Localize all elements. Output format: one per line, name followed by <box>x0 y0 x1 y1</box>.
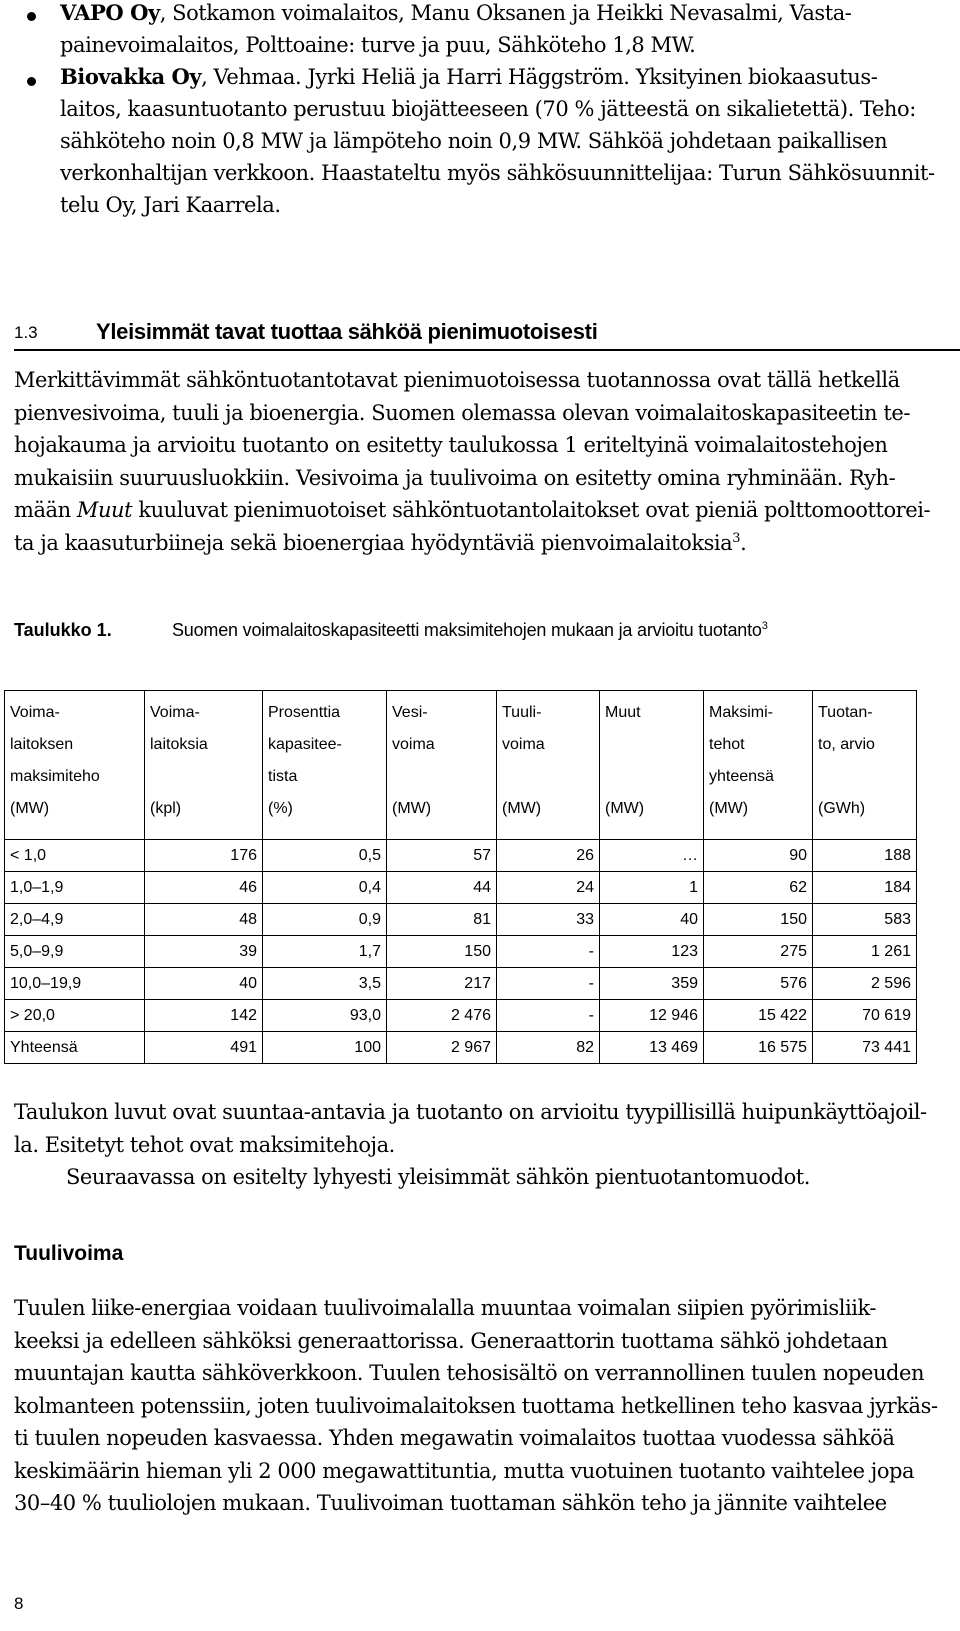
table-cell: 2 596 <box>813 968 917 1000</box>
table-cell: 150 <box>387 936 497 968</box>
paragraph-line: mukaisiin suuruusluokkiin. Vesivoima ja tuulivoima on esitetty omina ryhminään. Ryh- <box>14 465 896 490</box>
section-title: Yleisimmät tavat tuottaa sähköä pienimuotoisesti <box>96 319 598 344</box>
text-span: ta ja kaasuturbiineja sekä bioenergiaa hyödyntäviä pienvoimalaitoksia <box>14 530 733 555</box>
table-header-cell: Vesi- voima (MW) <box>387 691 497 840</box>
table-row <box>5 1000 917 1032</box>
table-cell: 33 <box>497 904 600 936</box>
paragraph-line: ti tuulen nopeuden kasvaessa. Yhden megawatin voimalaitos tuottaa vuodessa sähköä <box>14 1426 895 1450</box>
caption-label: Taulukko 1. <box>14 620 112 640</box>
bullet-line: sähköteho noin 0,8 MW ja lämpöteho noin 0,9 MW. Sähköä johdetaan paikallisen <box>60 129 888 153</box>
paragraph-line <box>14 527 944 560</box>
paragraph-line: Tuulen liike-energiaa voidaan tuulivoimalalla muuntaa voimalan siipien pyörimisliik- <box>14 1296 877 1320</box>
table-cell: 188 <box>813 840 917 872</box>
caption-body: Suomen voimalaitoskapasiteetti maksimitehojen mukaan ja arvioitu tuotanto <box>172 620 762 640</box>
table-cell: 1,0–1,9 <box>5 872 145 904</box>
table-cell: 1 <box>600 872 704 904</box>
bullet-line: laitos, kaasuntuotanto perustuu biojätteeseen (70 % jätteestä on sikalietettä). Teho: <box>60 97 916 121</box>
bullet-line: painevoimalaitos, Polttoaine: turve ja puu, Sähköteho 1,8 MW. <box>60 33 696 57</box>
table-header-cell: Maksimi- tehot yhteensä (MW) <box>704 691 813 840</box>
table-cell: 176 <box>145 840 263 872</box>
table-cell: 12 946 <box>600 1000 704 1032</box>
section-number: 1.3 <box>14 323 38 342</box>
table-cell: 82 <box>497 1032 600 1064</box>
table-header-cell: Voima- laitoksen maksimiteho (MW) <box>5 691 145 840</box>
table-cell: 0,4 <box>263 872 387 904</box>
text-span: mään <box>14 498 77 522</box>
bullet-org: VAPO Oy <box>60 0 160 25</box>
wind-paragraph <box>14 1292 944 1520</box>
bullet-item-biovakka <box>60 61 940 221</box>
table-cell: Yhteensä <box>5 1032 145 1064</box>
table-cell: 275 <box>704 936 813 968</box>
table-total-row <box>5 1032 917 1064</box>
table-cell: 2 967 <box>387 1032 497 1064</box>
table-cell: 359 <box>600 968 704 1000</box>
paragraph-line: Taulukon luvut ovat suuntaa-antavia ja tuotanto on arvioitu tyypillisillä huipunkäyttöajoil- <box>14 1100 927 1124</box>
table-cell: 24 <box>497 872 600 904</box>
table-cell: 0,5 <box>263 840 387 872</box>
table-cell: 583 <box>813 904 917 936</box>
table-row <box>5 840 917 872</box>
table-note-paragraph <box>14 1096 944 1194</box>
paragraph-line: kolmanteen potenssiin, joten tuulivoimalaitoksen tuottama hetkellinen teho kasvaa jyrkäs- <box>14 1393 938 1418</box>
paragraph-line: pienvesivoima, tuuli ja bioenergia. Suomen olemassa olevan voimalaitoskapasiteetin te- <box>14 400 910 425</box>
table-cell: < 1,0 <box>5 840 145 872</box>
table-cell: 576 <box>704 968 813 1000</box>
table-header-cell: Tuotan- to, arvio (GWh) <box>813 691 917 840</box>
table-cell: 13 469 <box>600 1032 704 1064</box>
table-cell: 48 <box>145 904 263 936</box>
table-cell: 46 <box>145 872 263 904</box>
bullet-icon <box>27 12 36 21</box>
table-header-cell: Muut (MW) <box>600 691 704 840</box>
text-span: . <box>740 530 747 555</box>
paragraph-line: Seuraavassa on esitelty lyhyesti yleisimmät sähkön pientuotantomuodot. <box>66 1165 811 1189</box>
bullet-item-vapo <box>60 0 940 61</box>
italic-term: Muut <box>76 498 133 522</box>
table-cell: - <box>497 968 600 1000</box>
table-cell: 2 476 <box>387 1000 497 1032</box>
table-cell: 62 <box>704 872 813 904</box>
table-header-cell: Tuuli- voima (MW) <box>497 691 600 840</box>
table-cell: 44 <box>387 872 497 904</box>
table-cell: 39 <box>145 936 263 968</box>
bullet-line: verkonhaltijan verkkoon. Haastateltu myös sähkösuunnittelijaa: Turun Sähkösuunnit- <box>60 161 935 185</box>
paragraph-line: la. Esitetyt tehot ovat maksimitehoja. <box>14 1132 395 1157</box>
paragraph-line: hojakauma ja arvioitu tuotanto on esitetty taulukossa 1 eriteltyinä voimalaitostehojen <box>14 433 888 457</box>
table-row <box>5 968 917 1000</box>
table-cell: 15 422 <box>704 1000 813 1032</box>
table-cell: 0,9 <box>263 904 387 936</box>
table-cell: 491 <box>145 1032 263 1064</box>
capacity-table <box>4 690 917 1064</box>
table-cell: 150 <box>704 904 813 936</box>
paragraph-line: Merkittävimmät sähköntuotantotavat pienimuotoisessa tuotannossa ovat tällä hetkellä <box>14 368 900 392</box>
table-cell: - <box>497 1000 600 1032</box>
table-cell: 184 <box>813 872 917 904</box>
table-cell: 1 261 <box>813 936 917 968</box>
table-cell: 81 <box>387 904 497 936</box>
table-cell: 57 <box>387 840 497 872</box>
table-cell: - <box>497 936 600 968</box>
bullet-line: telu Oy, Jari Kaarrela. <box>60 193 281 217</box>
footnote-ref: 3 <box>732 530 741 546</box>
table-cell: 16 575 <box>704 1032 813 1064</box>
caption-text <box>172 620 768 641</box>
table-cell: > 20,0 <box>5 1000 145 1032</box>
table-cell: 100 <box>263 1032 387 1064</box>
intro-paragraph <box>14 364 944 559</box>
table-cell: 3,5 <box>263 968 387 1000</box>
table-row <box>5 904 917 936</box>
paragraph-line: 30–40 % tuuliolojen mukaan. Tuulivoiman tuottaman sähkön teho ja jännite vaihtelee <box>14 1491 887 1515</box>
table-cell: 5,0–9,9 <box>5 936 145 968</box>
table-cell: 73 441 <box>813 1032 917 1064</box>
table-cell: 90 <box>704 840 813 872</box>
footnote-ref: 3 <box>761 620 768 632</box>
table-header-cell: Voima- laitoksia (kpl) <box>145 691 263 840</box>
page-number: 8 <box>14 1594 24 1613</box>
text-span: kuuluvat pienimuotoiset sähköntuotantolaitokset ovat pieniä polttomoottorei- <box>132 498 931 522</box>
table-cell: 10,0–19,9 <box>5 968 145 1000</box>
bullet-org: Biovakka Oy <box>60 64 202 89</box>
bullet-icon <box>27 77 36 86</box>
paragraph-line: muuntajan kautta sähköverkkoon. Tuulen tehosisältö on verrannollinen tuulen nopeuden <box>14 1361 925 1385</box>
table-cell: 217 <box>387 968 497 1000</box>
paragraph-line: keskimäärin hieman yli 2 000 megawattituntia, mutta vuotuinen tuotanto vaihtelee jopa <box>14 1458 915 1483</box>
table-cell: 93,0 <box>263 1000 387 1032</box>
section-divider <box>14 349 960 351</box>
table-cell: 142 <box>145 1000 263 1032</box>
table-cell: 26 <box>497 840 600 872</box>
table-cell: … <box>600 840 704 872</box>
table-row <box>5 936 917 968</box>
table-header-row <box>5 691 917 840</box>
table-row <box>5 872 917 904</box>
table-cell: 123 <box>600 936 704 968</box>
subheading-tuulivoima: Tuulivoima <box>14 1242 124 1265</box>
table-cell: 1,7 <box>263 936 387 968</box>
table-cell: 40 <box>600 904 704 936</box>
bullet-text: , Sotkamon voimalaitos, Manu Oksanen ja Heikki Nevasalmi, Vasta- <box>159 1 852 25</box>
table-cell: 40 <box>145 968 263 1000</box>
table-cell: 70 619 <box>813 1000 917 1032</box>
table-header-cell: Prosenttia kapasitee- tista (%) <box>263 691 387 840</box>
paragraph-line <box>14 494 944 527</box>
paragraph-line: keeksi ja edelleen sähköksi generaattorissa. Generaattorin tuottama sähkö johdetaan <box>14 1328 888 1353</box>
table-cell: 2,0–4,9 <box>5 904 145 936</box>
bullet-text: , Vehmaa. Jyrki Heliä ja Harri Häggström. Yksityinen biokaasutus- <box>201 65 878 89</box>
